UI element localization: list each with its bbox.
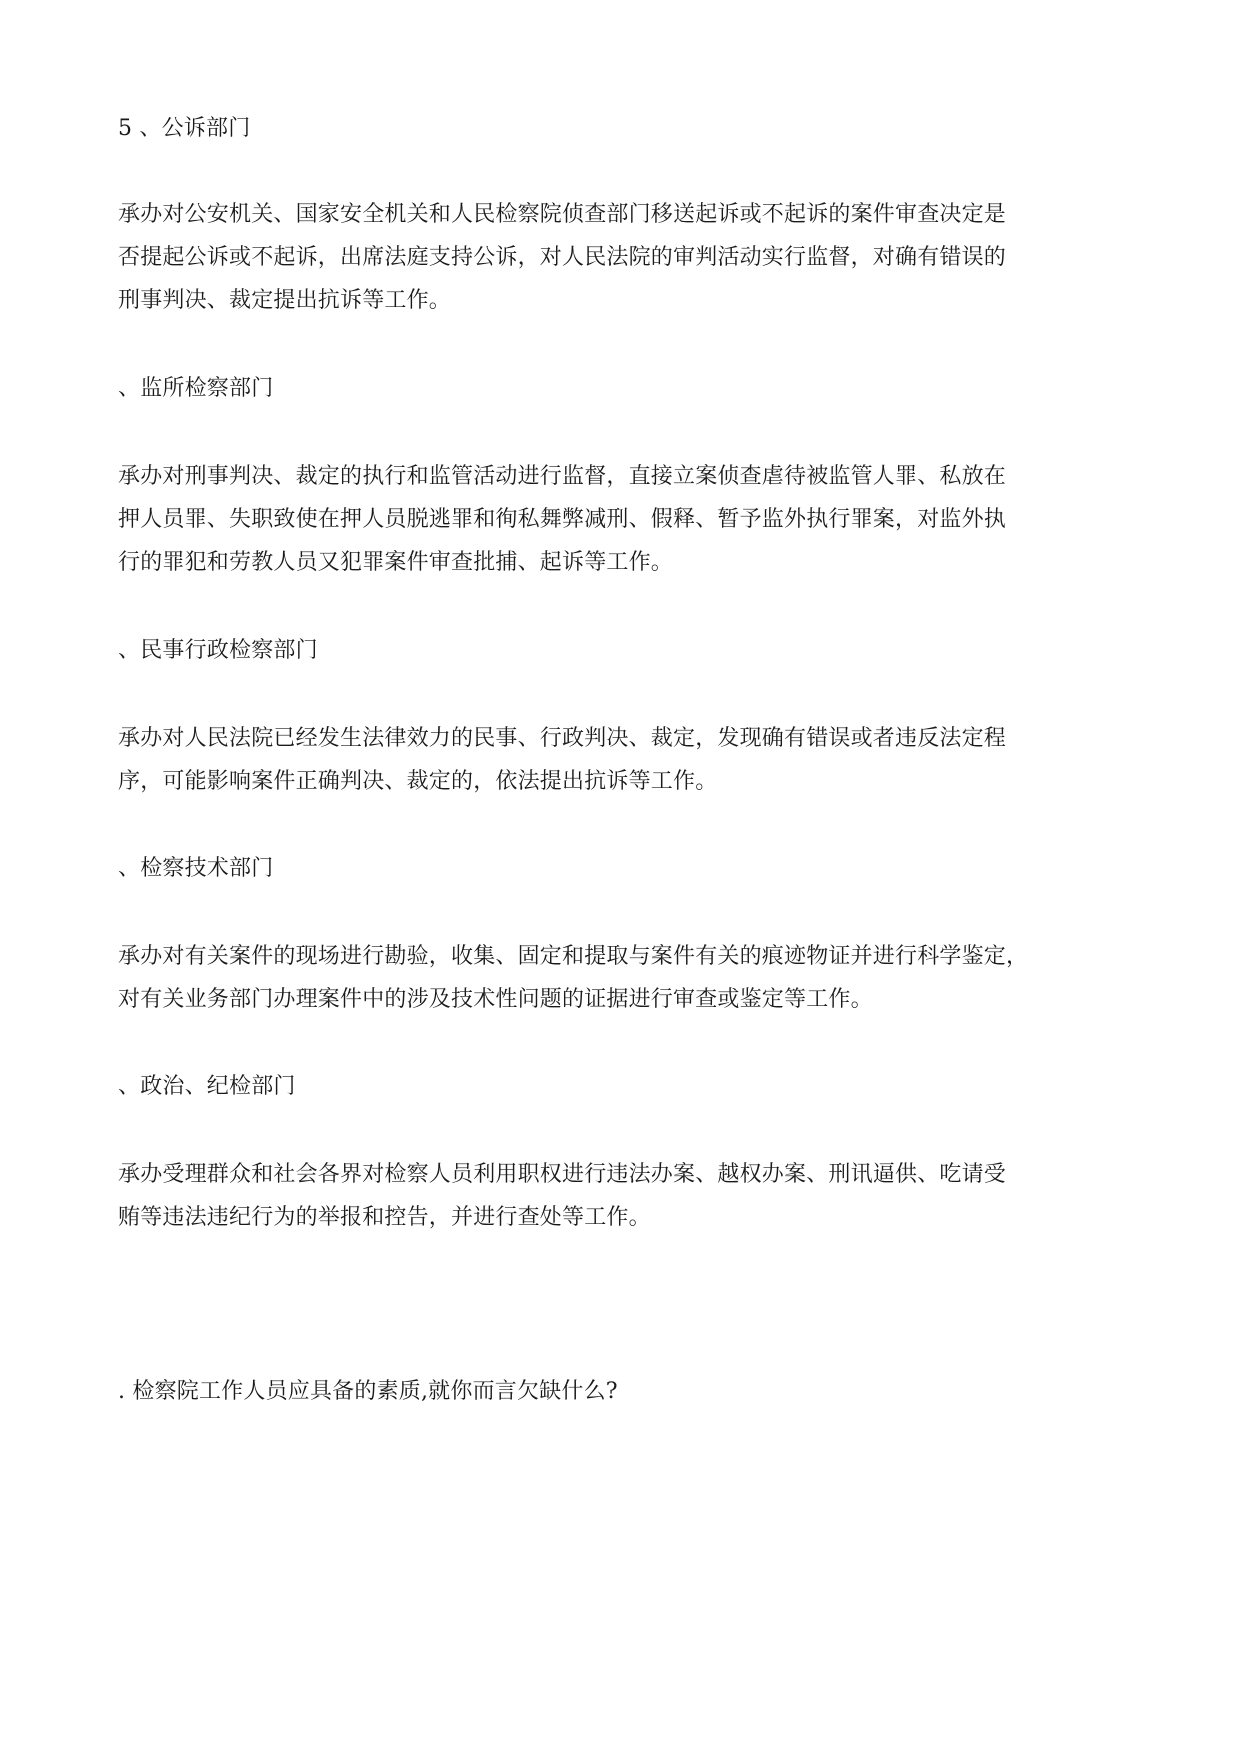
section-heading-technical: 、检察技术部门 bbox=[118, 856, 274, 881]
section-heading-prison-inspection: 、监所检察部门 bbox=[118, 376, 274, 401]
section-heading-civil-administrative: 、民事行政检察部门 bbox=[118, 638, 318, 663]
paragraph-line: 承办对有关案件的现场进行勘验，收集、固定和提取与案件有关的痕迹物证并进行科学鉴定， bbox=[118, 944, 1029, 969]
paragraph-line: 押人员罪、失职致使在押人员脱逃罪和徇私舞弊减刑、假释、暂予监外执行罪案，对监外执 bbox=[118, 507, 1007, 532]
question-heading: . 检察院工作人员应具备的素质,就你而言欠缺什么? bbox=[118, 1379, 618, 1404]
paragraph-line: 承办受理群众和社会各界对检察人员利用职权进行违法办案、越权办案、刑讯逼供、吃请受 bbox=[118, 1162, 1007, 1187]
section-heading-political-discipline: 、政治、纪检部门 bbox=[118, 1074, 296, 1099]
paragraph-line: 否提起公诉或不起诉，出席法庭支持公诉，对人民法院的审判活动实行监督，对确有错误的 bbox=[118, 245, 1007, 270]
section-heading-prosecution: 5 、公诉部门 bbox=[118, 116, 251, 141]
paragraph-line: 行的罪犯和劳教人员又犯罪案件审查批捕、起诉等工作。 bbox=[118, 550, 674, 575]
paragraph-line: 承办对人民法院已经发生法律效力的民事、行政判决、裁定，发现确有错误或者违反法定程 bbox=[118, 726, 1007, 751]
paragraph-line: 刑事判决、裁定提出抗诉等工作。 bbox=[118, 288, 452, 313]
paragraph-line: 对有关业务部门办理案件中的涉及技术性问题的证据进行审查或鉴定等工作。 bbox=[118, 987, 873, 1012]
paragraph-line: 承办对刑事判决、裁定的执行和监管活动进行监督，直接立案侦查虐待被监管人罪、私放在 bbox=[118, 464, 1007, 489]
paragraph-line: 贿等违法违纪行为的举报和控告，并进行查处等工作。 bbox=[118, 1205, 651, 1230]
paragraph-line: 序，可能影响案件正确判决、裁定的，依法提出抗诉等工作。 bbox=[118, 769, 718, 794]
paragraph-line: 承办对公安机关、国家安全机关和人民检察院侦查部门移送起诉或不起诉的案件审查决定是 bbox=[118, 202, 1007, 227]
